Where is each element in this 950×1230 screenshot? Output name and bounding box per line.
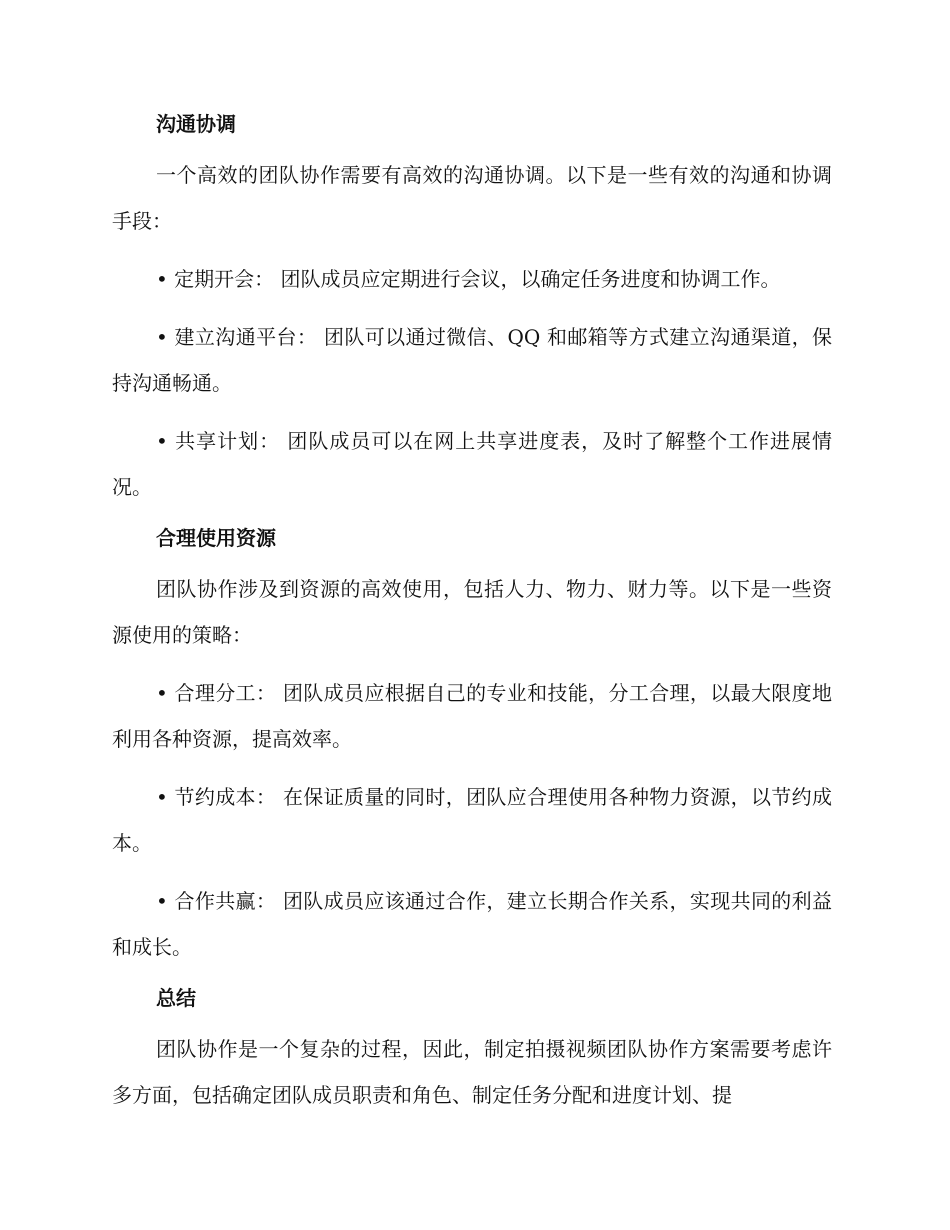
bullet-item: • 共享计划： 团队成员可以在网上共享进度表，及时了解整个工作进展情况。: [112, 429, 832, 499]
section-heading: 总结: [156, 986, 196, 1010]
paragraph: 团队协作涉及到资源的高效使用，包括人力、物力、财力等。以下是一些资源使用的策略：: [112, 577, 832, 647]
section-summary: [112, 982, 832, 1118]
bullet-item: • 定期开会： 团队成员应定期进行会议，以确定任务进度和协调工作。: [156, 267, 781, 291]
document-page: [112, 108, 832, 1130]
section-communication: [112, 108, 832, 510]
bullet-item: • 合理分工： 团队成员应根据自己的专业和技能，分工合理，以最大限度地利用各种资源，提高效率。: [112, 681, 832, 751]
paragraph: 一个高效的团队协作需要有高效的沟通协调。以下是一些有效的沟通和协调手段：: [112, 163, 832, 233]
section-heading: 合理使用资源: [156, 526, 276, 550]
paragraph: 团队协作是一个复杂的过程，因此，制定拍摄视频团队协作方案需要考虑许多方面，包括确定团队成员职责和角色、制定任务分配和进度计划、提: [112, 1037, 832, 1107]
bullet-item: • 建立沟通平台： 团队可以通过微信、QQ 和邮箱等方式建立沟通渠道，保持沟通畅通。: [112, 325, 832, 395]
bullet-item: • 合作共赢： 团队成员应该通过合作，建立长期合作关系，实现共同的利益和成长。: [112, 889, 832, 959]
bullet-item: • 节约成本： 在保证质量的同时，团队应合理使用各种物力资源，以节约成本。: [112, 785, 832, 855]
section-resources: [112, 522, 832, 970]
section-heading: 沟通协调: [156, 112, 236, 136]
